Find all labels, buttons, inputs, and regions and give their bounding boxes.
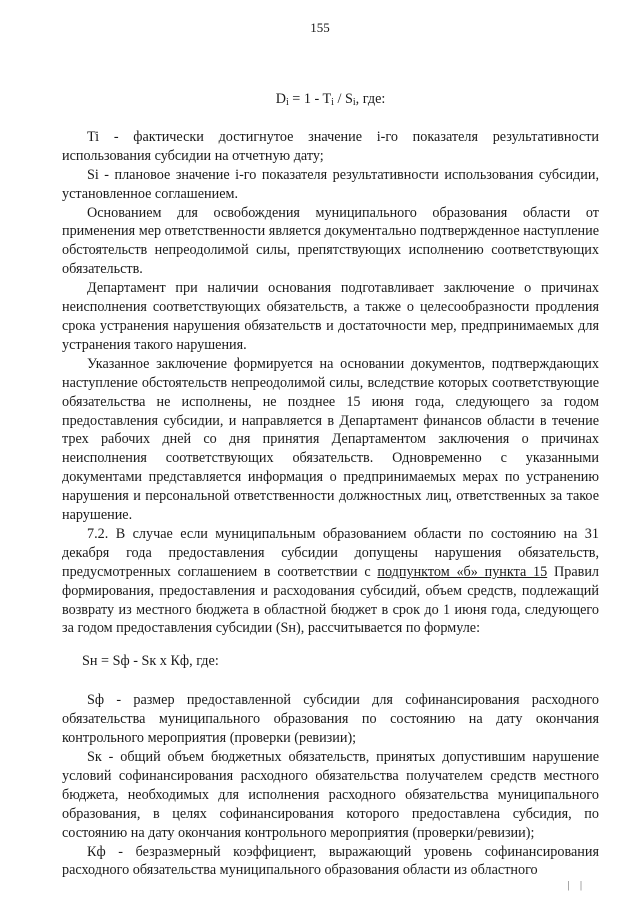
paragraph-7-2 [62,525,599,638]
formula-d-slash: / S [333,91,353,107]
subclause-link[interactable]: подпунктом «б» пункта 15 [377,563,548,580]
paragraph-si-definition: Si - плановое значение i-го показателя результативности использования субсидии, установленное соглашением. [62,166,599,202]
paragraph-sk-definition: Sк - общий объем бюджетных обязательств, принятых допустившим нарушение условий софинансирования расходного обязательства получателем средств местного бюджета, необходимых для исполнения расходного обязательства муниципального образования, в целях софинансирования которого предоставлена субсидия, по состоянию на дату окончания контрольного мероприятия (проверки/ревизии); [62,749,599,841]
paragraph-kf-definition: Кф - безразмерный коэффициент, выражающий уровень софинансирования расходного обязательства муниципального образования области из областного [62,843,599,879]
formula-d-tail: , где: [355,91,386,107]
formula-d-subscript: i [285,97,289,108]
formula-t-subscript: i [331,97,334,108]
formula-d-i [62,90,599,109]
paragraph-exemption-basis: Основанием для освобождения муниципального образования области от применения мер ответственности является документально подтвержденное наступление обстоятельств непреодолимой силы, препятствующих исполнению соответствующих обязательств. [62,204,599,278]
formula-d-mid: = 1 - T [288,91,332,107]
corner-mark: | | [567,880,586,891]
paragraph-7-2-start: 7.2. В случае если муниципальным образованием области по состоянию на 31 декабря года предоставления субсидии допущены нарушения обязательств, предусмотренных соглашением в соответствии с [62,525,599,580]
formula-s-subscript: i [352,97,356,108]
paragraph-7-2-end: Правил формирования, предоставления и расходования субсидий, объем средств, подлежащий возврату из местного бюджета в областной бюджет в срок до 1 июня года, следующего за годом предоставления субсидии (Sн), рассчитывается по формуле: [62,563,600,637]
paragraph-conclusion-formation: Указанное заключение формируется на основании документов, подтверждающих наступление обстоятельств непреодолимой силы, вследствие которых соответствующие обязательства не исполнены, не позднее 15 июня года, следующего за годом предоставления субсидии, и направляется в Департамент финансов области в течение трех рабочих дней со дня принятия Департаментом заключения о причинах неисполнения соответствующих обязательств. Одновременно с указанными документами представляется информация о предпринимаемых мерах по устранению нарушения и персональной ответственности должностных лиц, ответственных за такое нарушение. [62,355,599,524]
formula-sn: Sн = Sф - Sк х Кф, где: [82,653,219,670]
formula-d-symbol: D [275,91,286,107]
paragraph-department-conclusion: Департамент при наличии основания подготавливает заключение о причинах неисполнения соответствующих обязательств, а также о целесообразности продления срока устранения нарушения обязательств и достаточности мер, предпринимаемых для устранения такого нарушения. [62,280,599,353]
paragraph-sf-definition: Sф - размер предоставленной субсидии для софинансирования расходного обязательства муниципального образования по состоянию на дату окончания контрольного мероприятия (проверки (ревизии); [62,692,599,747]
paragraph-ti-definition: Ti - фактически достигнутое значение i-го показателя результативности использования субсидии на отчетную дату; [62,128,599,164]
document-body [62,90,599,880]
page-number: 155 [310,20,330,35]
